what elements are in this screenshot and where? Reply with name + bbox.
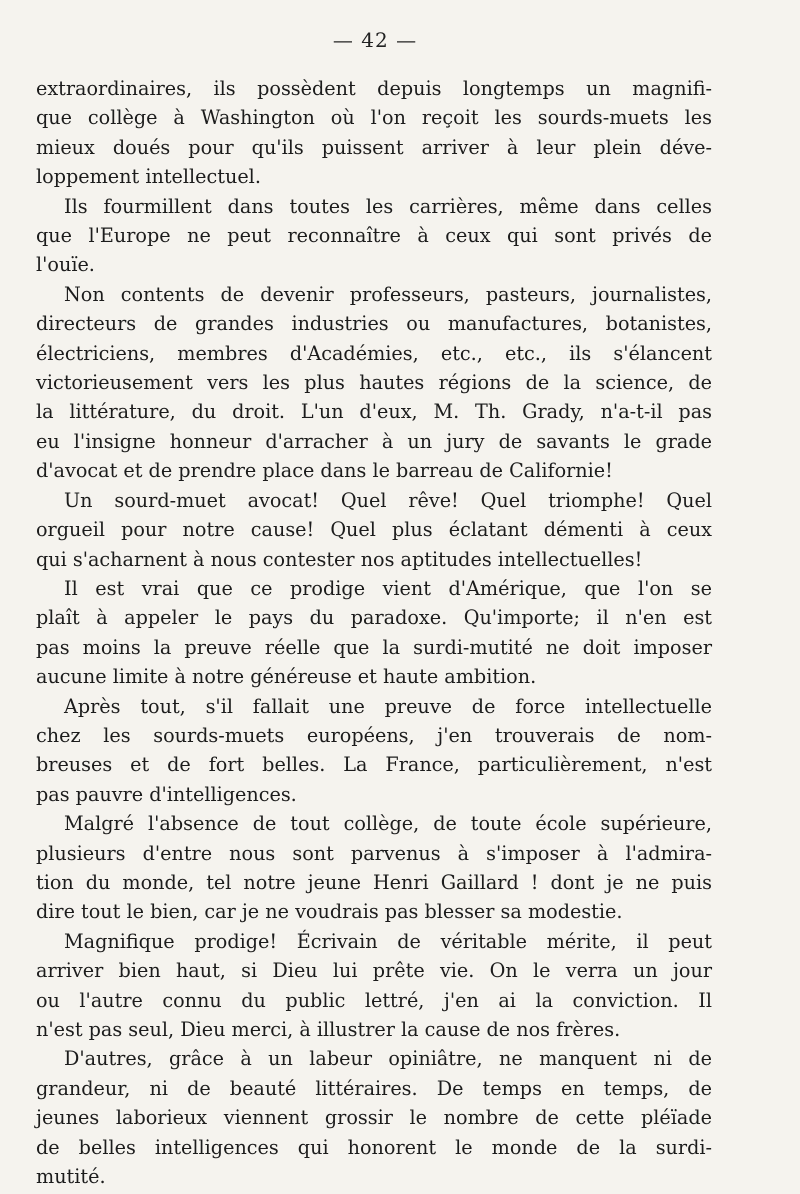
text-line: loppement intellectuel. (36, 165, 261, 189)
text-line: mieux doués pour qu'ils puissent arriver à leur plein déve- (36, 135, 712, 159)
text-line: directeurs de grandes industries ou manufactures, botanistes, (36, 312, 712, 336)
text-line: eu l'insigne honneur d'arracher à un jury de savants le grade (36, 429, 712, 453)
text-line: aucune limite à notre généreuse et haute ambition. (36, 665, 537, 689)
text-line: extraordinaires, ils possèdent depuis longtemps un magnifi- (36, 77, 712, 100)
text-line: l'ouïe. (36, 253, 95, 277)
text-line: Non contents de devenir professeurs, pasteurs, journalistes, (64, 282, 712, 306)
paragraph (36, 280, 712, 486)
text-line: plaît à appeler le pays du paradoxe. Qu'importe; il n'en est (36, 606, 712, 630)
text-line: victorieusement vers les plus hautes régions de la science, de (36, 371, 712, 395)
page-number: — 42 — (332, 28, 418, 52)
text-line: tion du monde, tel notre jeune Henri Gaillard ! dont je ne puis (36, 870, 712, 894)
text-line: grandeur, ni de beauté littéraires. De temps en temps, de (36, 1076, 712, 1100)
text-line: chez les sourds-muets européens, j'en trouverais de nom- (36, 723, 712, 747)
text-line: ou l'autre connu du public lettré, j'en ai la conviction. Il (36, 988, 712, 1012)
paragraph (36, 574, 712, 692)
text-line: d'avocat et de prendre place dans le barreau de Californie! (36, 459, 613, 483)
text-line: électriciens, membres d'Académies, etc., etc., ils s'élancent (36, 341, 712, 365)
paragraph (36, 1044, 712, 1191)
text-line: jeunes laborieux viennent grossir le nombre de cette pléïade (36, 1106, 712, 1130)
paragraph (36, 927, 712, 1045)
text-line: qui s'acharnent à nous contester nos aptitudes intellectuelles! (36, 547, 643, 571)
text-line: arriver bien haut, si Dieu lui prête vie. On le verra un jour (36, 959, 712, 983)
text-line: n'est pas seul, Dieu merci, à illustrer la cause de nos frères. (36, 1018, 621, 1041)
text-line: Ils fourmillent dans toutes les carrières, même dans celles (64, 194, 712, 218)
text-line: plusieurs d'entre nous sont parvenus à s'imposer à l'admira- (36, 841, 712, 865)
text-line: D'autres, grâce à un labeur opiniâtre, ne manquent ni de (64, 1047, 712, 1071)
text-line: que l'Europe ne peut reconnaître à ceux qui sont privés de (36, 224, 712, 248)
text-line: Après tout, s'il fallait une preuve de force intellectuelle (64, 694, 712, 718)
text-line: que collège à Washington où l'on reçoit les sourds-muets les (36, 106, 712, 130)
text-line: de belles intelligences qui honorent le monde de la surdi- (36, 1135, 712, 1159)
text-line: mutité. (36, 1165, 106, 1189)
paragraph (36, 692, 712, 810)
body-text (36, 74, 712, 1191)
text-line: breuses et de fort belles. La France, particulièrement, n'est (36, 753, 712, 777)
text-line: dire tout le bien, car je ne voudrais pas blesser sa modestie. (36, 900, 623, 924)
paragraph (36, 74, 712, 192)
paragraph (36, 809, 712, 927)
text-line: orgueil pour notre cause! Quel plus éclatant démenti à ceux (36, 518, 712, 542)
paragraph (36, 192, 712, 280)
text-line: pas moins la preuve réelle que la surdi-mutité ne doit imposer (36, 635, 712, 659)
text-line: pas pauvre d'intelligences. (36, 782, 297, 806)
text-line: Il est vrai que ce prodige vient d'Amérique, que l'on se (64, 576, 712, 600)
paragraph (36, 486, 712, 574)
text-line: la littérature, du droit. L'un d'eux, M. Th. Grady, n'a-t-il pas (36, 400, 712, 424)
text-line: Un sourd-muet avocat! Quel rêve! Quel triomphe! Quel (64, 488, 712, 512)
text-line: Magnifique prodige! Écrivain de véritable mérite, il peut (64, 929, 712, 953)
text-line: Malgré l'absence de tout collège, de toute école supérieure, (64, 812, 712, 836)
